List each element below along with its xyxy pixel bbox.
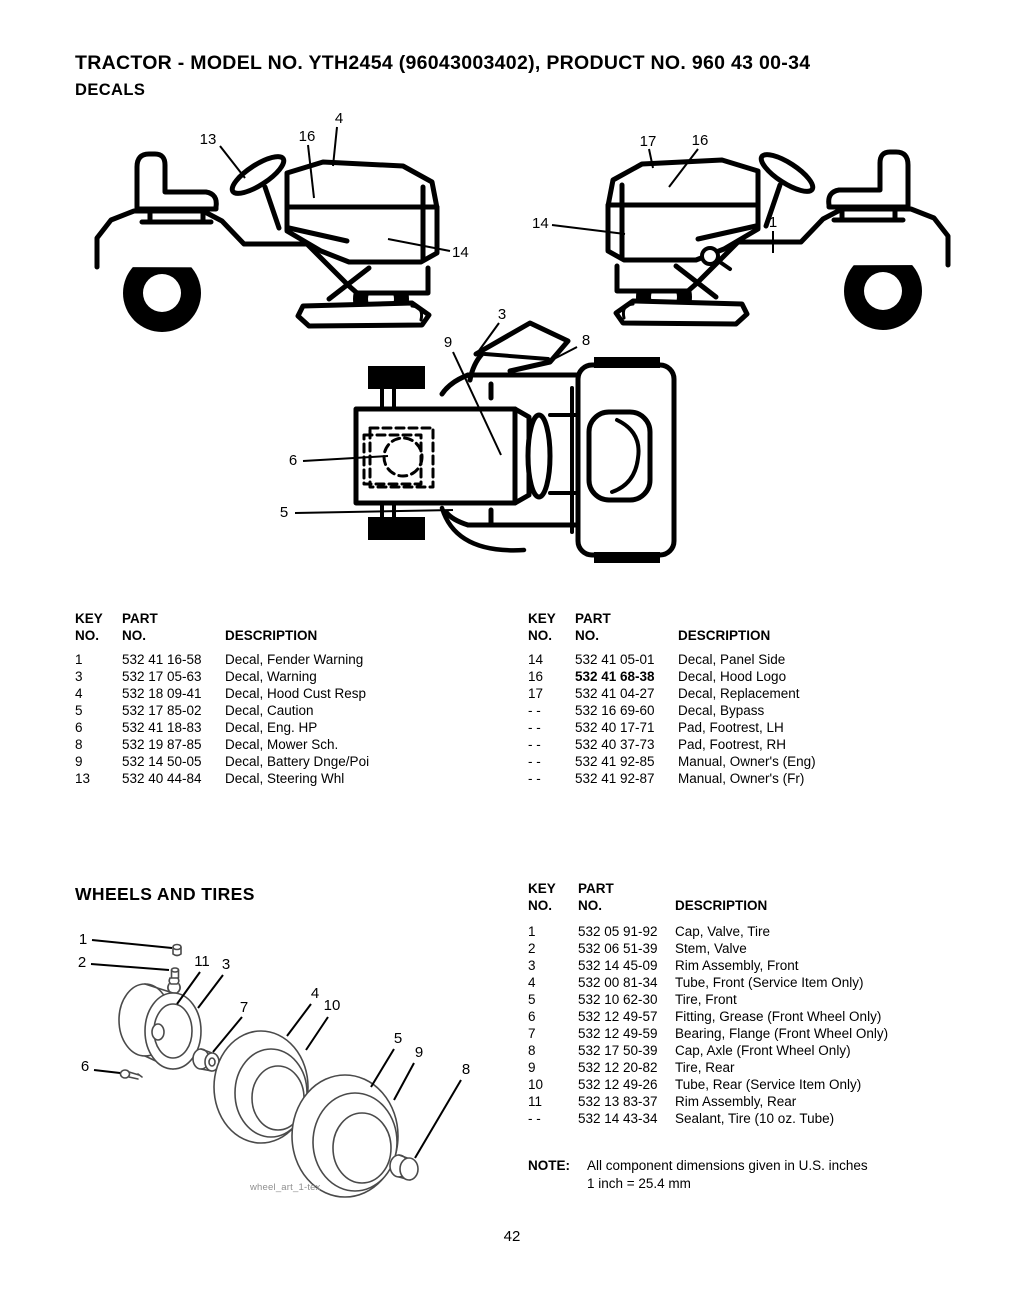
description-cell: Rim Assembly, Rear [675,1094,797,1109]
callout-label: 14 [532,215,549,232]
key-no-cell: 14 [528,652,544,667]
page-number: 42 [503,1228,521,1245]
key-no-cell: 2 [528,941,536,956]
table-row [75,668,520,685]
table-row [528,736,988,753]
col-header-key: KEY [528,881,556,896]
callout-label: 16 [298,128,316,145]
description-cell: Manual, Owner's (Eng) [678,754,816,769]
callout-label: 1 [768,214,778,231]
description-cell: Decal, Battery Dnge/Poi [225,754,370,769]
wheel-art-caption: wheel_art_1-tex [250,1182,321,1193]
part-no-cell: 532 05 91-92 [578,924,658,939]
key-no-cell: 3 [528,958,536,973]
table-row [528,974,998,991]
part-no-cell: 532 12 49-26 [578,1077,658,1092]
description-cell: Decal, Eng. HP [225,720,318,735]
part-no-cell: 532 12 20-82 [578,1060,658,1075]
callout-label: 9 [414,1044,424,1061]
col-header-key-no: NO. [528,898,553,913]
key-no-cell: 6 [75,720,83,735]
callout-label: 14 [452,244,469,261]
part-no-cell: 532 12 49-57 [578,1009,658,1024]
callout-label: 3 [221,956,231,973]
part-no-cell: 532 00 81-34 [578,975,658,990]
key-no-cell: 9 [75,754,83,769]
description-cell: Manual, Owner's (Fr) [678,771,805,786]
description-cell: Decal, Hood Cust Resp [225,686,367,701]
part-no-cell: 532 14 50-05 [122,754,202,769]
note-line1: All component dimensions given in U.S. inches [587,1158,868,1173]
part-no-cell: 532 41 92-87 [575,771,655,786]
callout-label: 16 [691,132,709,149]
key-no-cell: 10 [528,1077,544,1092]
col-header-part: PART [575,611,611,626]
key-no-cell: 13 [75,771,91,786]
table-row [528,1025,998,1042]
callout-label: 10 [323,997,341,1014]
part-no-cell: 532 41 04-27 [575,686,655,701]
table-row [528,923,998,940]
col-header-description: DESCRIPTION [678,628,771,643]
callout-label: 5 [393,1030,403,1047]
table-row [75,685,520,702]
description-cell: Cap, Valve, Tire [675,924,771,939]
col-header-key: KEY [75,611,103,626]
col-header-part: PART [122,611,158,626]
key-no-cell: 8 [75,737,83,752]
key-no-cell: 1 [75,652,83,667]
description-cell: Decal, Bypass [678,703,765,718]
table-row [528,770,988,787]
col-header-key: KEY [528,611,556,626]
callout-label: 4 [334,110,344,127]
note [528,1157,968,1193]
part-no-cell: 532 41 92-85 [575,754,655,769]
page-title: TRACTOR - MODEL NO. YTH2454 (96043003402), PRODUCT NO. 960 43 00-34 [75,52,811,74]
table-row [75,770,520,787]
part-no-cell: 532 10 62-30 [578,992,658,1007]
decals-parts-table-left [75,610,520,787]
description-cell: Decal, Warning [225,669,317,684]
col-header-description: DESCRIPTION [225,628,318,643]
table-row [528,702,988,719]
table-row [75,651,520,668]
tractor-top-view-diagram [270,292,700,584]
part-no-cell: 532 17 05-63 [122,669,202,684]
table-row [528,991,998,1008]
col-header-key-no: NO. [528,628,553,643]
key-no-cell: 5 [528,992,536,1007]
description-cell: Stem, Valve [675,941,747,956]
table-row [528,1076,998,1093]
callout-label: 8 [461,1061,471,1078]
description-cell: Tire, Front [675,992,737,1007]
part-no-cell: 532 19 87-85 [122,737,202,752]
table-row [75,702,520,719]
callout-label: 17 [639,133,657,150]
description-cell: Rim Assembly, Front [675,958,799,973]
note-line2: 1 inch = 25.4 mm [587,1176,691,1191]
part-no-cell: 532 18 09-41 [122,686,202,701]
part-no-cell: 532 40 44-84 [122,771,202,786]
description-cell: Decal, Caution [225,703,314,718]
section-heading-decals: DECALS [75,81,146,99]
part-no-cell: 532 06 51-39 [578,941,658,956]
key-no-cell: 4 [75,686,83,701]
table-row [528,651,988,668]
part-no-cell: 532 16 69-60 [575,703,655,718]
description-cell: Decal, Hood Logo [678,669,787,684]
part-no-cell: 532 41 16-58 [122,652,202,667]
key-no-cell: 16 [528,669,544,684]
key-no-cell: 11 [528,1094,543,1109]
table-row [528,1110,998,1127]
description-cell: Pad, Footrest, LH [678,720,784,735]
part-no-cell: 532 41 18-83 [122,720,202,735]
key-no-cell: 3 [75,669,83,684]
callout-label: 3 [497,306,507,323]
callout-label: 8 [581,332,591,349]
key-no-cell: - - [528,1111,541,1126]
table-row [528,1042,998,1059]
callout-label: 1 [78,931,88,948]
key-no-cell: 6 [528,1009,536,1024]
decals-parts-table-right [528,610,988,787]
description-cell: Sealant, Tire (10 oz. Tube) [675,1111,835,1126]
callout-label: 5 [279,504,289,521]
description-cell: Tube, Rear (Service Item Only) [675,1077,862,1092]
part-no-cell: 532 14 45-09 [578,958,658,973]
key-no-cell: - - [528,703,541,718]
description-cell: Cap, Axle (Front Wheel Only) [675,1043,851,1058]
col-header-part-no: NO. [578,898,603,913]
callout-label: 13 [199,131,217,148]
key-no-cell: - - [528,737,541,752]
callout-label: 4 [310,985,320,1002]
table-row [75,736,520,753]
key-no-cell: - - [528,720,541,735]
table-row [528,1059,998,1076]
table-row [528,1093,998,1110]
key-no-cell: - - [528,754,541,769]
part-no-cell: 532 12 49-59 [578,1026,658,1041]
table-row [528,957,998,974]
part-no-cell: 532 40 37-73 [575,737,655,752]
section-heading-wheels: WHEELS AND TIRES [75,884,255,904]
col-header-part-no: NO. [575,628,600,643]
key-no-cell: 9 [528,1060,536,1075]
note-label: NOTE: [528,1158,570,1173]
description-cell: Decal, Replacement [678,686,800,701]
callout-label: 2 [77,954,87,971]
col-header-part-no: NO. [122,628,147,643]
table-row [528,753,988,770]
col-header-description: DESCRIPTION [675,898,768,913]
wheels-parts-table [528,880,998,1127]
description-cell: Tire, Rear [675,1060,735,1075]
description-cell: Pad, Footrest, RH [678,737,787,752]
table-row [528,668,988,685]
col-header-part: PART [578,881,614,896]
table-row [528,719,988,736]
note-body [587,1157,868,1193]
part-no-cell: 532 41 68-38 [575,669,655,684]
description-cell: Decal, Steering Whl [225,771,345,786]
part-no-cell: 532 13 83-37 [578,1094,658,1109]
description-cell: Decal, Fender Warning [225,652,364,667]
key-no-cell: 7 [528,1026,536,1041]
key-no-cell: 1 [528,924,536,939]
part-no-cell: 532 17 85-02 [122,703,202,718]
callout-label: 6 [80,1058,90,1075]
callout-label: 11 [194,953,210,970]
description-cell: Bearing, Flange (Front Wheel Only) [675,1026,889,1041]
table-row [528,1008,998,1025]
part-no-cell: 532 41 05-01 [575,652,655,667]
callout-label: 7 [239,999,249,1016]
col-header-key-no: NO. [75,628,100,643]
table-row [528,685,988,702]
description-cell: Decal, Mower Sch. [225,737,339,752]
key-no-cell: 8 [528,1043,536,1058]
table-row [75,753,520,770]
key-no-cell: - - [528,771,541,786]
key-no-cell: 4 [528,975,536,990]
table-row [528,940,998,957]
description-cell: Tube, Front (Service Item Only) [675,975,864,990]
key-no-cell: 5 [75,703,83,718]
table-row [75,719,520,736]
wheel-exploded-view-diagram [65,920,510,1220]
description-cell: Fitting, Grease (Front Wheel Only) [675,1009,882,1024]
key-no-cell: 17 [528,686,544,701]
callout-label: 6 [288,452,298,469]
part-no-cell: 532 14 43-34 [578,1111,658,1126]
callout-label: 9 [443,334,453,351]
part-no-cell: 532 17 50-39 [578,1043,658,1058]
description-cell: Decal, Panel Side [678,652,786,667]
part-no-cell: 532 40 17-71 [575,720,655,735]
